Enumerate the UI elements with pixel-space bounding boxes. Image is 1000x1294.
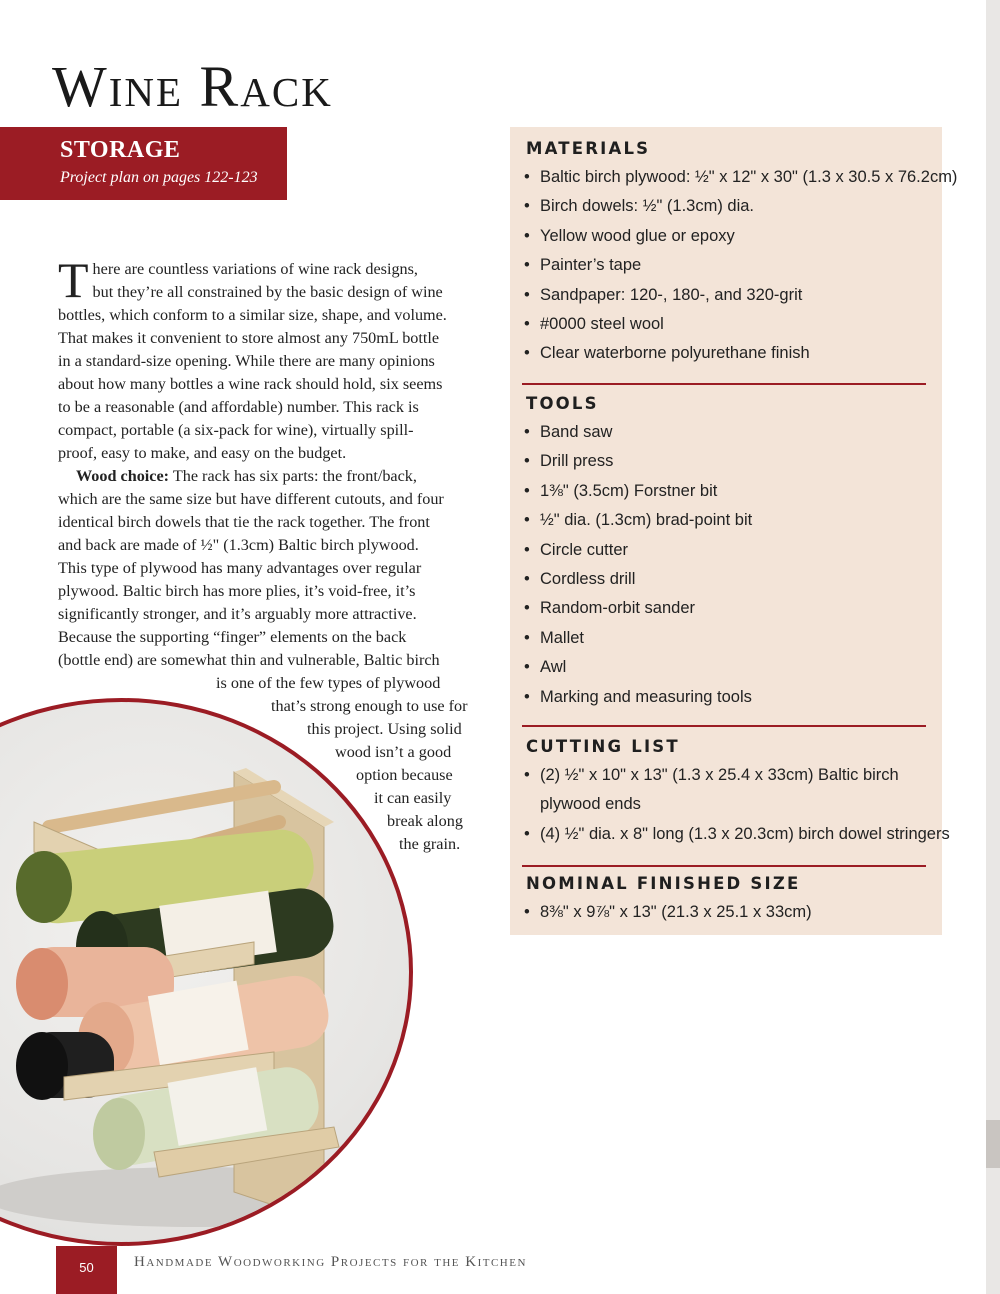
body-line: here are countless variations of wine rack designs,: [92, 260, 418, 278]
list-item: • Mallet: [522, 624, 752, 653]
body-line: significantly stronger, and it’s arguably more attractive.: [58, 605, 417, 623]
body-line: proof, easy to make, and easy on the budget.: [58, 444, 347, 462]
list-item: • Random-orbit sander: [522, 594, 752, 623]
body-line: identical birch dowels that tie the rack together. The front: [58, 513, 430, 531]
cutting-list: [522, 761, 950, 849]
divider: [522, 383, 926, 385]
finished-size-heading: NOMINAL FINISHED SIZE: [526, 874, 801, 893]
list-item: • Marking and measuring tools: [522, 683, 752, 712]
body-line: to be a reasonable (and affordable) number. This rack is: [58, 398, 419, 416]
project-plan-reference: Project plan on pages 122-123: [60, 169, 258, 186]
body-line: (bottle end) are somewhat thin and vulnerable, Baltic birch: [58, 651, 440, 669]
article-body: [58, 252, 490, 856]
wrapped-text: [58, 672, 490, 856]
page-title: Wine Rack: [52, 54, 333, 119]
wood-choice-lead: Wood choice:: [76, 467, 170, 485]
list-item: • ½" dia. (1.3cm) brad-point bit: [522, 506, 752, 535]
divider: [522, 865, 926, 867]
list-item: [522, 761, 950, 820]
body-line: the grain.: [399, 835, 461, 853]
list-item: • 1⅜" (3.5cm) Forstner bit: [522, 477, 752, 506]
list-item-text: (2) ½" x 10" x 13" (1.3 x 25.4 x 33cm) Baltic birch: [540, 766, 899, 784]
list-item: • Band saw: [522, 418, 752, 447]
cutting-list-heading: CUTTING LIST: [526, 737, 680, 756]
list-item: • Awl: [522, 653, 752, 682]
body-line: is one of the few types of plywood: [216, 674, 441, 692]
body-line: bottles, which conform to a similar size, shape, and volume.: [58, 306, 447, 324]
body-line: that’s strong enough to use for: [271, 697, 468, 715]
wood-choice-paragraph: [58, 465, 490, 672]
body-line: The rack has six parts: the front/back,: [172, 467, 417, 485]
body-line: wood isn’t a good: [335, 743, 452, 761]
body-line: and back are made of ½" (1.3cm) Baltic birch plywood.: [58, 536, 419, 554]
category-banner: [0, 127, 287, 200]
list-item: • (4) ½" dia. x 8" long (1.3 x 20.3cm) birch dowel stringers: [522, 820, 950, 849]
page-edge-strip: [986, 0, 1000, 1294]
body-line: plywood. Baltic birch has more plies, it’s void-free, it’s: [58, 582, 416, 600]
list-item: • 8⅜" x 9⅞" x 13" (21.3 x 25.1 x 33cm): [522, 898, 812, 927]
finished-size-list: [522, 898, 812, 927]
tools-heading: TOOLS: [526, 394, 599, 413]
body-line: it can easily: [374, 789, 452, 807]
body-line: this project. Using solid: [307, 720, 462, 738]
body-line: which are the same size but have different cutouts, and four: [58, 490, 444, 508]
running-footer: Handmade Woodworking Projects for the Kitchen: [134, 1254, 527, 1270]
list-item: • Painter’s tape: [522, 251, 957, 280]
list-item: • Cordless drill: [522, 565, 752, 594]
materials-heading: MATERIALS: [526, 139, 651, 158]
body-line: This type of plywood has many advantages over regular: [58, 559, 422, 577]
list-item: • Yellow wood glue or epoxy: [522, 222, 957, 251]
body-line: about how many bottles a wine rack should hold, six seems: [58, 375, 443, 393]
body-line: option because: [356, 766, 453, 784]
body-line: but they’re all constrained by the basic design of wine: [92, 283, 443, 301]
drop-cap: T: [58, 252, 89, 308]
page-number-box: [56, 1246, 117, 1294]
divider: [522, 725, 926, 727]
list-item: • Birch dowels: ½" (1.3cm) dia.: [522, 192, 957, 221]
sidebar-panel: [510, 127, 958, 935]
body-line: break along: [387, 812, 463, 830]
body-line: That makes it convenient to store almost any 750mL bottle: [58, 329, 440, 347]
category-label: STORAGE: [60, 137, 181, 163]
intro-paragraph: [58, 252, 490, 465]
body-line: compact, portable (a six-pack for wine), virtually spill-: [58, 421, 414, 439]
list-item: • Baltic birch plywood: ½" x 12" x 30" (1.3 x 30.5 x 76.2cm): [522, 163, 957, 192]
list-item: • Clear waterborne polyurethane finish: [522, 339, 957, 368]
list-item: • #0000 steel wool: [522, 310, 957, 339]
body-line: Because the supporting “finger” elements on the back: [58, 628, 407, 646]
list-item-text: plywood ends: [540, 795, 641, 814]
page-number: 50: [79, 1260, 94, 1275]
list-item: • Drill press: [522, 447, 752, 476]
materials-list: [522, 163, 957, 369]
list-item: • Circle cutter: [522, 536, 752, 565]
tools-list: [522, 418, 752, 712]
list-item: • Sandpaper: 120-, 180-, and 320-grit: [522, 281, 957, 310]
body-line: in a standard-size opening. While there are many opinions: [58, 352, 435, 370]
page-edge-tab: [986, 1120, 1000, 1168]
